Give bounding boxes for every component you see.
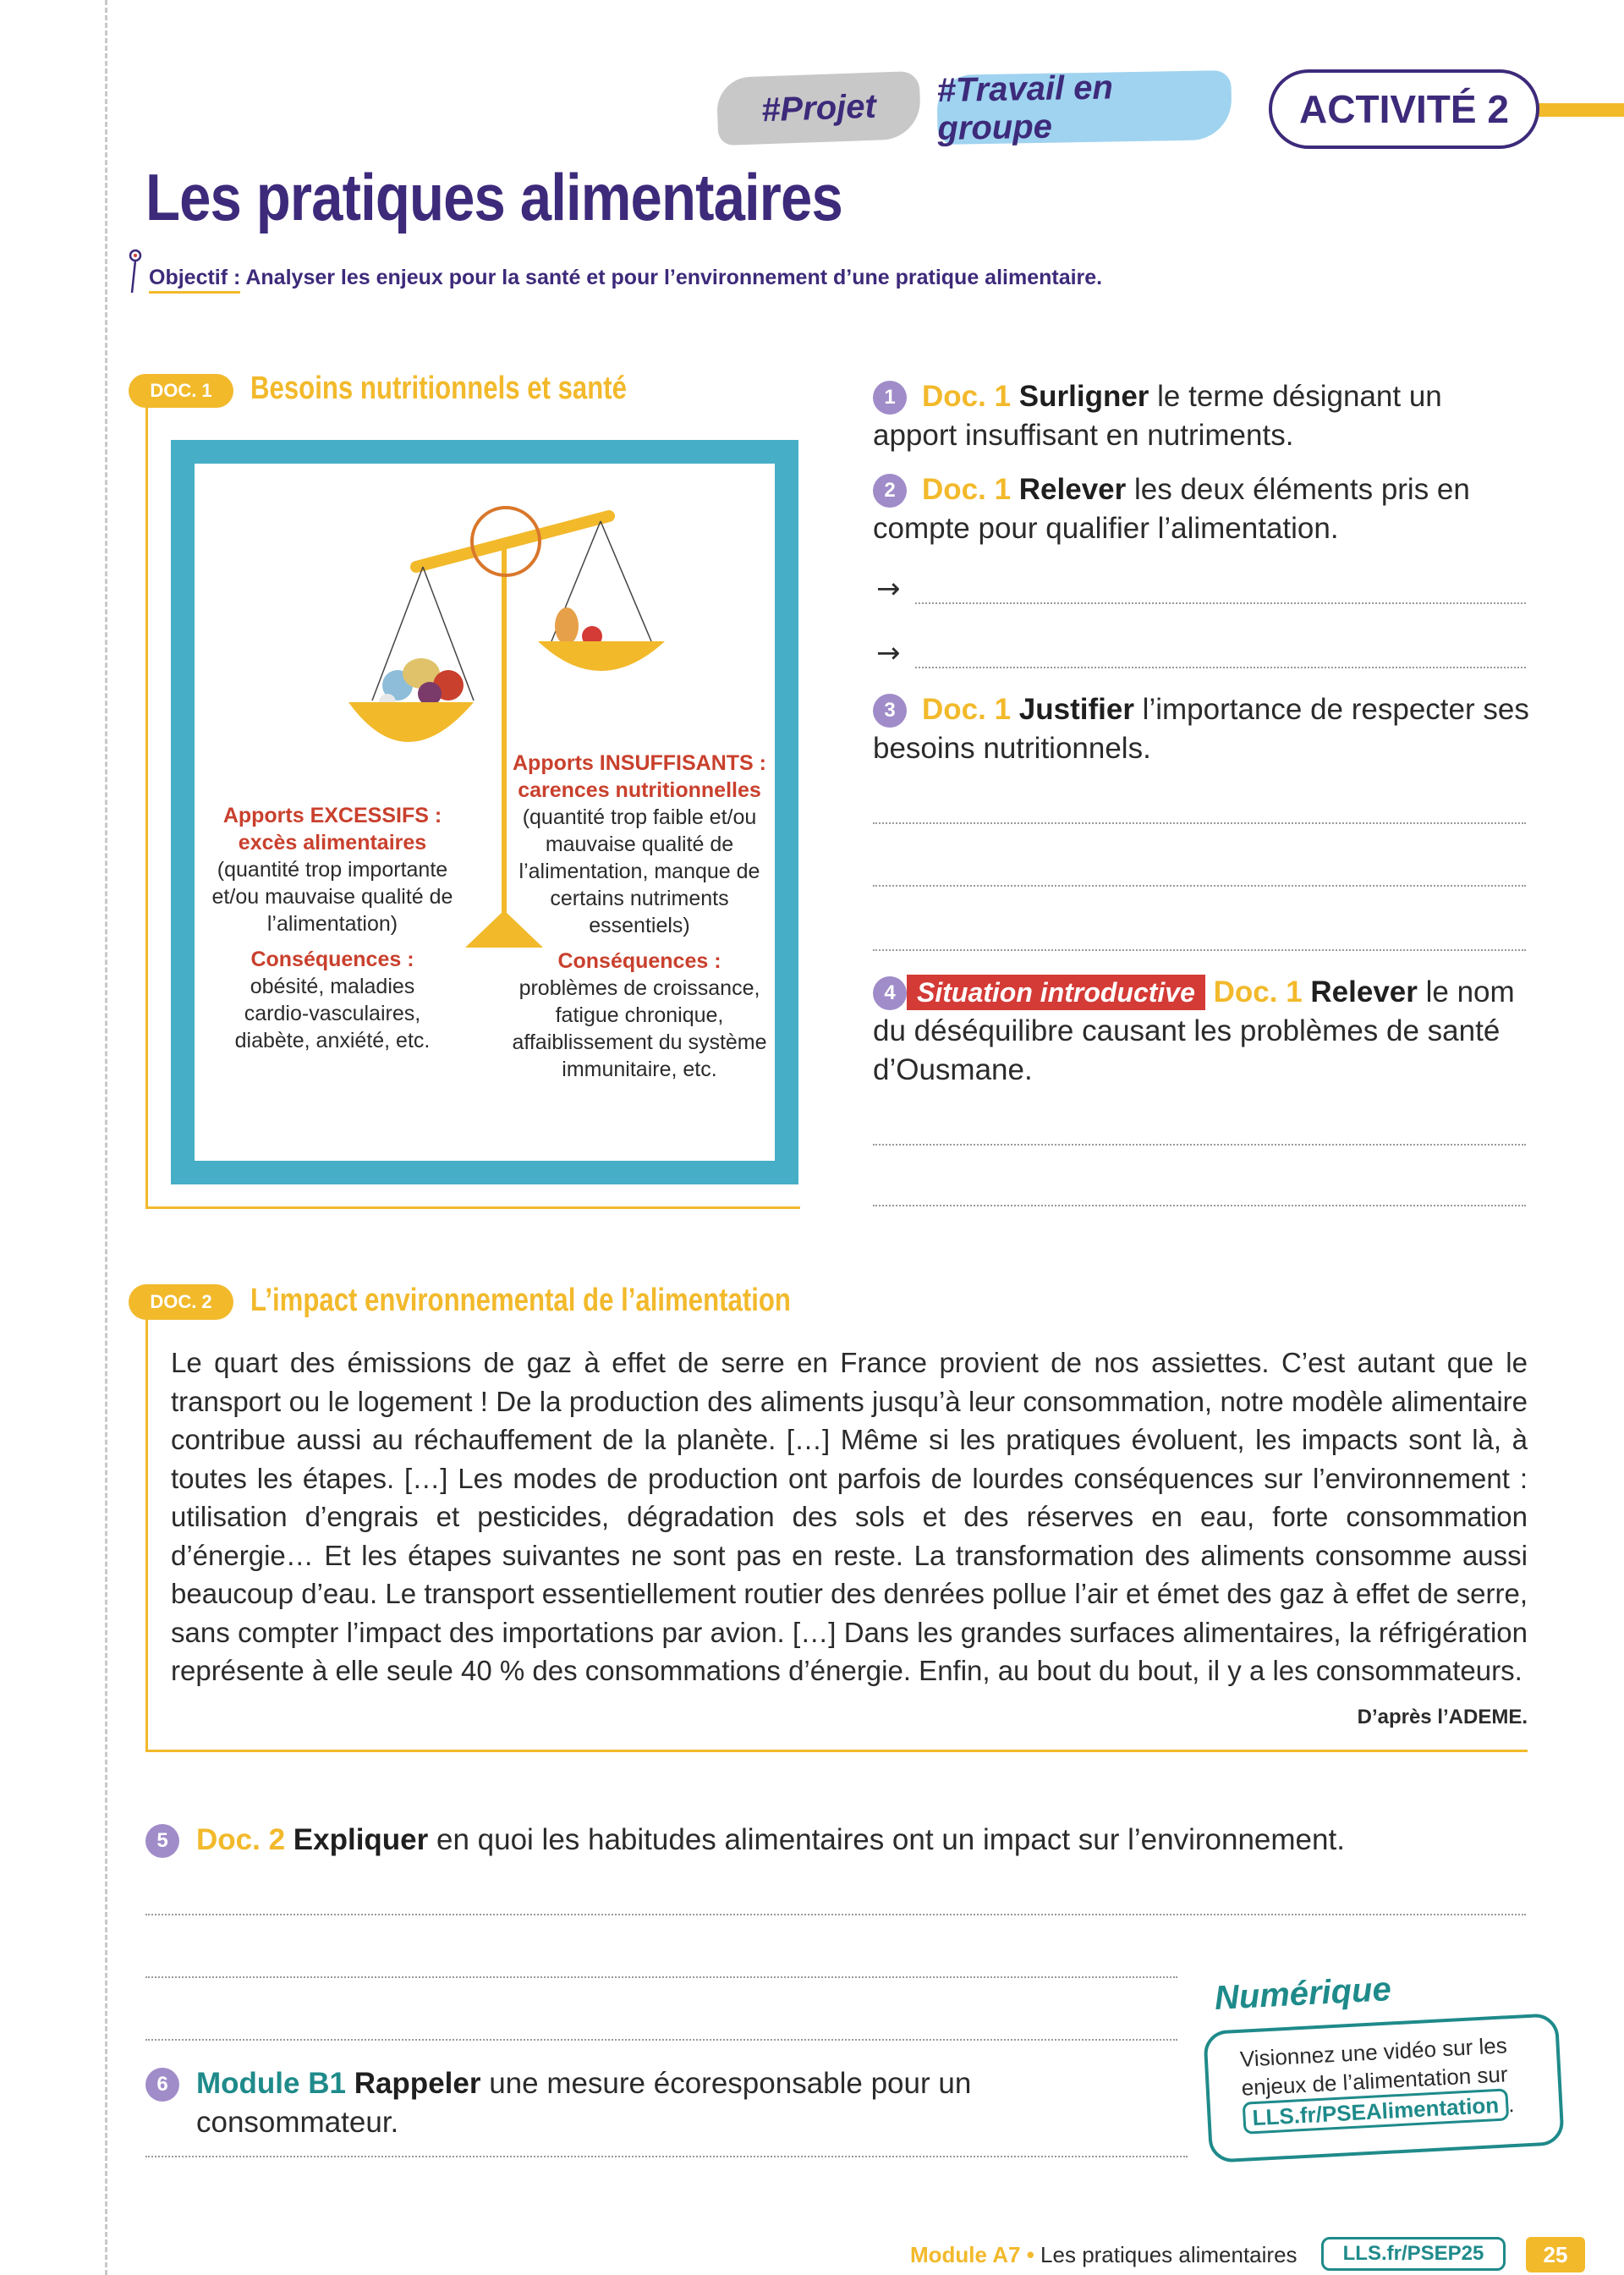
doc2-body: Le quart des émissions de gaz à effet de serre en France provient de nos assiettes. C’est autant que le transport ou le logement ! De la production des aliments jusqu’à leur consommation, notre modèle alimentaire contribue aussi au réchauffement de la planète. […] Même si les pratiques évoluent, les impacts sont là, à toutes les étapes. […] Les modes de production ont parfois de lourdes conséquences sur l’environnement : utilisation d’engrais et pesticides, dégradation des sols et des réserves en eau, forte consommation d’énergie… Et les étapes suivantes ne sont pas en reste. La transformation des aliments consomme aussi beaucoup d’eau. Le transport essentiellement routier des denrées pollue l’air et émet des gaz à effet de serre, sans compter l’impact des importations par avion. […] Dans les grandes surfaces alimentaires, la réfrigération représente à elle seule 40 % des consommations d’énergie. Enfin, au bout du bout, il y a les consommateurs. bbox=[171, 1347, 1528, 1686]
objective-text: Analyser les enjeux pour la santé et pour l’environnement d’une pratique alimentaire. bbox=[240, 266, 1103, 289]
answer-line[interactable] bbox=[873, 1205, 1526, 1206]
question-6 bbox=[196, 2064, 1177, 2142]
activity-label: ACTIVITÉ 2 bbox=[1299, 87, 1509, 131]
insufficient-block bbox=[508, 750, 771, 1083]
footer-link[interactable] bbox=[1321, 2237, 1506, 2271]
q3-verb: Justifier bbox=[1018, 693, 1134, 726]
question-2 bbox=[873, 470, 1533, 548]
q5-ref: Doc. 2 bbox=[196, 1823, 286, 1856]
doc1-border-left bbox=[145, 398, 148, 1208]
q2-ref: Doc. 1 bbox=[922, 473, 1012, 506]
excess-heading1: Apports EXCESSIFS : bbox=[222, 804, 442, 827]
question-3 bbox=[873, 690, 1533, 768]
activity-bar bbox=[1538, 103, 1624, 117]
doc2-source: D’après l’ADEME. bbox=[1357, 1706, 1528, 1728]
answer-line[interactable] bbox=[873, 949, 1526, 951]
answer-line[interactable] bbox=[145, 2156, 1188, 2157]
tag-projet-label: #Projet bbox=[760, 87, 877, 129]
doc1-border-bottom bbox=[145, 1206, 800, 1209]
q5-verb: Expliquer bbox=[293, 1823, 429, 1856]
q3-ref: Doc. 1 bbox=[922, 693, 1012, 726]
footer-module: Module A7 bbox=[910, 2242, 1021, 2267]
answer-line[interactable] bbox=[915, 667, 1526, 668]
q6-text: une mesure écoresponsable pour un consommateur. bbox=[196, 2067, 972, 2139]
insufficient-consequences-text: problèmes de croissance, fatigue chronique, affaiblissement du système immunitaire, etc. bbox=[512, 976, 767, 1081]
answer-line[interactable] bbox=[873, 1144, 1526, 1146]
q4-text: le nom du déséquilibre causant les problèmes de santé d’Ousmane. bbox=[873, 975, 1515, 1086]
question-5 bbox=[196, 1821, 1533, 1860]
pin-icon bbox=[127, 249, 147, 296]
doc1-title: Besoins nutritionnels et santé bbox=[250, 371, 627, 406]
footer-separator: • bbox=[1020, 2242, 1041, 2267]
q6-ref: Module B1 bbox=[196, 2067, 346, 2100]
numerique-text-body: Visionnez une vidéo sur les enjeux de l’alimentation sur bbox=[1239, 2032, 1509, 2101]
q1-verb: Surligner bbox=[1018, 380, 1149, 413]
q4-number: 4 bbox=[873, 976, 907, 1010]
question-1 bbox=[873, 377, 1533, 455]
page-number bbox=[1526, 2237, 1585, 2272]
doc2-badge bbox=[129, 1284, 233, 1320]
doc2-border-left bbox=[145, 1303, 148, 1751]
q3-text: l’importance de respecter ses besoins nutritionnels. bbox=[873, 693, 1529, 765]
q6-verb: Rappeler bbox=[354, 2067, 481, 2100]
q5-text: en quoi les habitudes alimentaires ont un impact sur l’environnement. bbox=[428, 1823, 1345, 1856]
answer-line[interactable] bbox=[145, 1976, 1177, 1978]
arrow-icon: → bbox=[876, 572, 901, 606]
doc2-border-bottom bbox=[145, 1750, 1528, 1752]
q1-text: le terme désignant un apport insuffisant en nutriments. bbox=[873, 380, 1442, 452]
excess-desc: (quantité trop importante et/ou mauvaise qualité de l’alimentation) bbox=[211, 858, 453, 936]
q4-verb: Relever bbox=[1310, 975, 1418, 1008]
excess-consequences-label: Conséquences : bbox=[250, 948, 414, 971]
answer-line[interactable] bbox=[145, 2039, 1177, 2041]
q5-number: 5 bbox=[145, 1824, 179, 1858]
answer-line[interactable] bbox=[915, 602, 1526, 604]
insufficient-heading2: carences nutritionnelles bbox=[518, 778, 761, 802]
q2-number: 2 bbox=[873, 474, 907, 508]
q4-ref: Doc. 1 bbox=[1213, 975, 1303, 1008]
insufficient-desc: (quantité trop faible et/ou mauvaise qualité de l’alimentation, manque de certains nutriments essentiels) bbox=[518, 805, 760, 937]
excess-consequences-text: obésité, maladies cardio-vasculaires, diabète, anxiété, etc. bbox=[234, 975, 431, 1052]
q6-number: 6 bbox=[145, 2068, 179, 2102]
doc1-badge bbox=[129, 374, 233, 408]
q1-number: 1 bbox=[873, 381, 907, 415]
excess-block bbox=[195, 802, 470, 1054]
insufficient-heading1: Apports INSUFFISANTS : bbox=[513, 751, 766, 775]
numerique-box bbox=[1203, 2013, 1565, 2163]
footer-title: Les pratiques alimentaires bbox=[1040, 2242, 1298, 2267]
objective-label: Objectif : bbox=[149, 266, 240, 294]
q1-ref: Doc. 1 bbox=[922, 380, 1012, 413]
answer-line[interactable] bbox=[145, 1914, 1526, 1915]
q2-verb: Relever bbox=[1018, 473, 1127, 506]
doc2-title: L’impact environnemental de l’alimentation bbox=[250, 1283, 791, 1318]
doc1-badge-label: DOC. 1 bbox=[150, 380, 212, 401]
page-title: Les pratiques alimentaires bbox=[145, 160, 842, 234]
question-4 bbox=[873, 973, 1533, 1090]
tag-groupe-label: #Travail en groupe bbox=[936, 69, 1114, 148]
numerique-end: . bbox=[1507, 2091, 1516, 2118]
doc1-illustration bbox=[171, 440, 798, 1184]
numerique-title: Numérique bbox=[1213, 1970, 1392, 2017]
activity-badge bbox=[1269, 69, 1539, 149]
arrow-icon: → bbox=[876, 636, 901, 670]
answer-line[interactable] bbox=[873, 885, 1526, 887]
numerique-link[interactable]: LLS.fr/PSEAlimentation bbox=[1243, 2088, 1509, 2134]
q2-text: les deux éléments pris en compte pour qualifier l’alimentation. bbox=[873, 473, 1470, 545]
situation-introductive-badge: Situation introductive bbox=[907, 975, 1205, 1010]
tag-projet bbox=[716, 71, 922, 146]
footer-text bbox=[910, 2242, 1298, 2268]
answer-line[interactable] bbox=[873, 822, 1526, 824]
page-number-label: 25 bbox=[1543, 2241, 1568, 2267]
excess-heading2: excès alimentaires bbox=[238, 831, 427, 854]
numerique-text bbox=[1239, 2029, 1556, 2135]
footer-link-label: LLS.fr/PSEP25 bbox=[1342, 2242, 1484, 2265]
objective bbox=[149, 266, 1102, 290]
margin-guide bbox=[105, 0, 107, 2275]
doc2-badge-label: DOC. 2 bbox=[150, 1291, 212, 1312]
insufficient-consequences-label: Conséquences : bbox=[557, 949, 721, 973]
q3-number: 3 bbox=[873, 694, 907, 728]
tag-travail-groupe bbox=[936, 69, 1232, 148]
